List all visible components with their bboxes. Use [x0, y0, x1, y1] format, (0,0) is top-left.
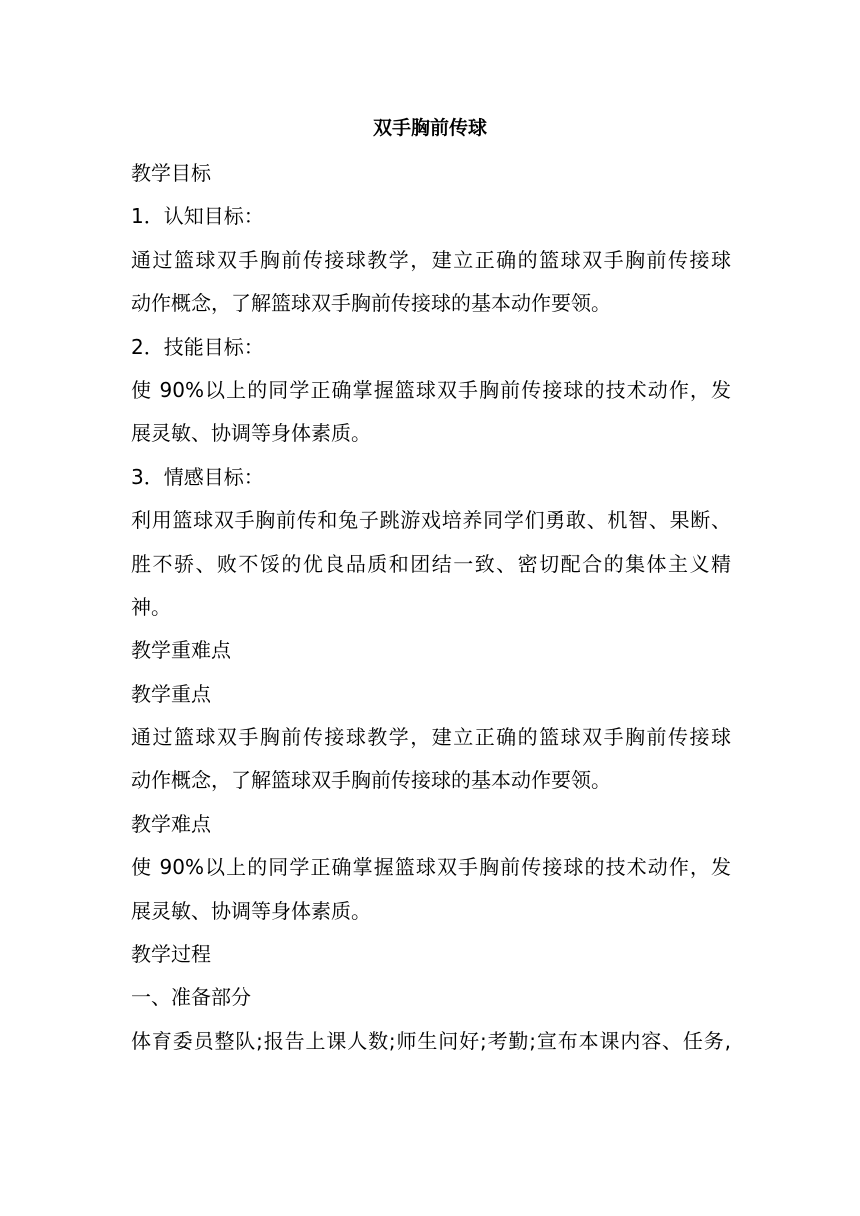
- text-line: 利用篮球双手胸前传和兔子跳游戏培养同学们勇敢、机智、果断、: [131, 508, 731, 533]
- text-line: 教学过程: [131, 942, 211, 967]
- text-line: 展灵敏、协调等身体素质。: [131, 898, 371, 923]
- text-line: 3．情感目标：: [131, 464, 264, 489]
- document-title: 双手胸前传球: [372, 117, 487, 139]
- text-line: 一、准备部分: [131, 985, 251, 1010]
- text-line: 教学重难点: [131, 638, 231, 663]
- document-body: [131, 152, 731, 1063]
- text-line: 动作概念，了解篮球双手胸前传接球的基本动作要领。: [131, 291, 611, 316]
- text-line: 1．认知目标：: [131, 204, 264, 229]
- text-line: 教学重点: [131, 681, 211, 706]
- text-line: 动作概念，了解篮球双手胸前传接球的基本动作要领。: [131, 768, 611, 793]
- text-line: 使 90%以上的同学正确掌握篮球双手胸前传接球的技术动作，发: [131, 855, 731, 880]
- text-line: 通过篮球双手胸前传接球教学，建立正确的篮球双手胸前传接球: [131, 247, 731, 272]
- text-line: 展灵敏、协调等身体素质。: [131, 421, 371, 446]
- text-line: 使 90%以上的同学正确掌握篮球双手胸前传接球的技术动作，发: [131, 377, 731, 402]
- text-line: 教学难点: [131, 811, 211, 836]
- text-line: 2．技能目标：: [131, 334, 264, 359]
- text-line: 体育委员整队;报告上课人数;师生问好;考勤;宣布本课内容、任务,: [131, 1028, 731, 1053]
- text-line: 教学目标: [131, 161, 211, 185]
- text-line: 通过篮球双手胸前传接球教学，建立正确的篮球双手胸前传接球: [131, 725, 731, 750]
- text-line: 胜不骄、败不馁的优良品质和团结一致、密切配合的集体主义精: [131, 551, 731, 576]
- text-line: 神。: [131, 594, 171, 619]
